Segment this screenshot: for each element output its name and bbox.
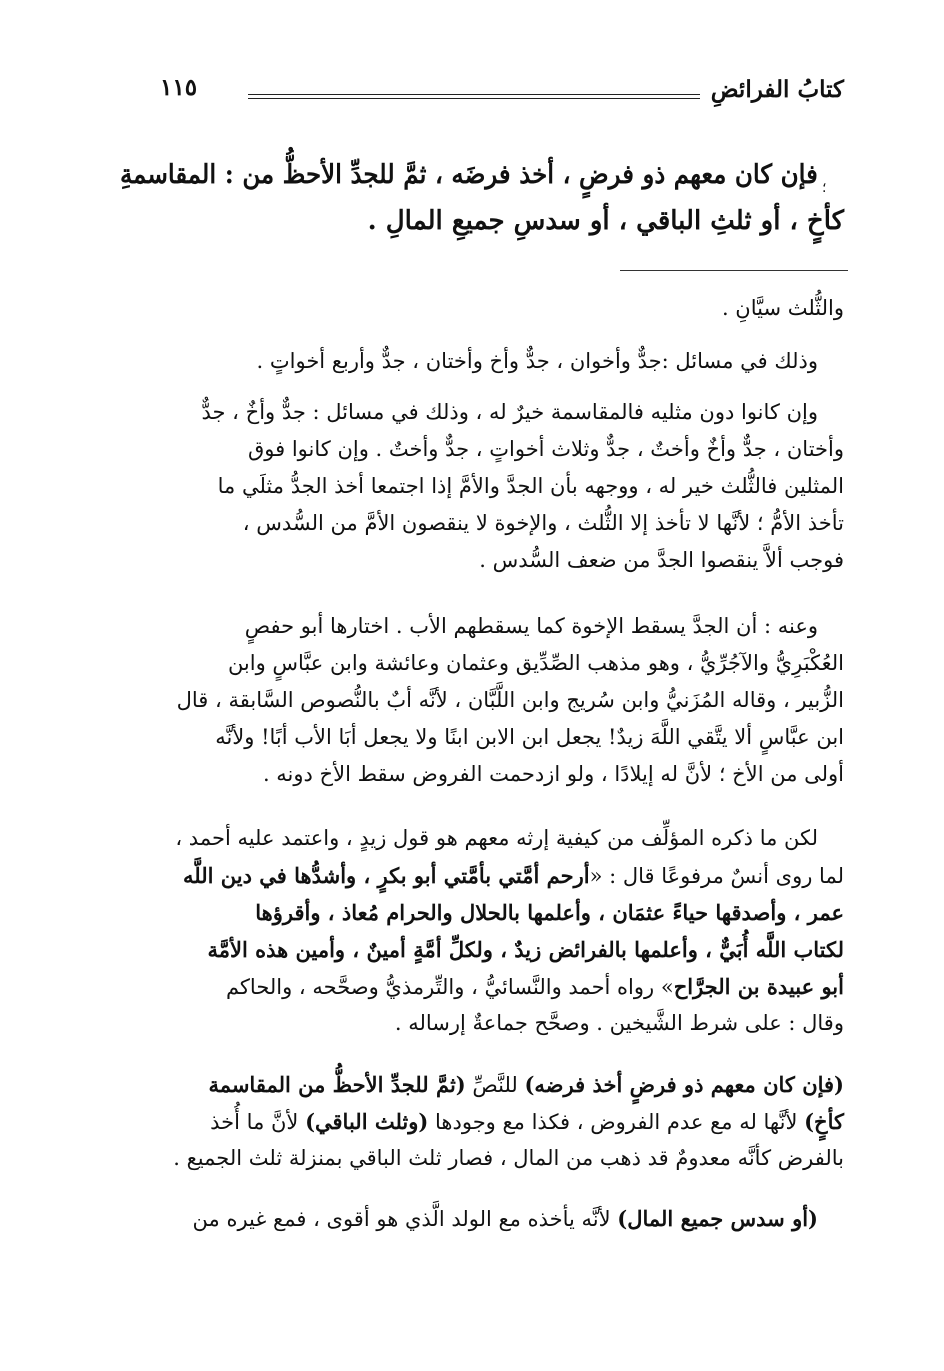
para-5-line-6: وقال : على شرط الشَّيخين . وصحَّح جماعةٌ إرساله . <box>394 1011 844 1035</box>
page-number: ١١٥ <box>160 74 198 101</box>
para-3-line-2: وأختان ، جدٌّ وأخٌ وأختٌ ، جدٌّ وثلاث أخواتٍ ، جدٌّ وأختٌ . وإن كانوا فوق <box>247 437 844 461</box>
separator-rule <box>620 270 848 271</box>
header-rule <box>248 94 700 99</box>
para-4-line-4: ابن عبَّاسٍ ألا يتَّقي اللَّهَ زيدٌ! يجعل ابن الابن ابنًا ولا يجعل أبَا الأب أبًا! ولأنَّه <box>215 725 844 749</box>
quoted-matn-3: كأخٍ) <box>804 1109 844 1134</box>
para-7-line-1-plain: لأنَّه يأخذه مع الولد الَّذي هو أقوى ، فمع غيره من <box>192 1207 618 1231</box>
para-2-line-1: وذلك في مسائل :جدٌّ وأخوان ، جدٌّ وأخ وأختان ، جدٌّ وأربع أخواتٍ . <box>256 349 818 373</box>
para-6-line-2 <box>210 1109 844 1134</box>
para-6-line-2-plain-b: لأنَّ ما أُخذ <box>210 1110 306 1134</box>
para-5-line-5 <box>226 974 844 999</box>
quoted-matn-1: (فإن كان معهم ذو فرضٍ أخذ فرضه) <box>524 1072 844 1097</box>
para-4-line-3: الزُّبير ، وقاله المُزَنيُّ وابن سُريج وابن اللَّبَّان ، لأنَّه أبٌ بالنُّصوص السَّابقة ، قال <box>176 688 844 712</box>
para-4-line-5: أولى من الأخ ؛ لأنَّ له إيلادًا ، ولو ازدحمت الفروض سقط الأخ دونه . <box>262 762 844 786</box>
quoted-matn-5: (أو سدس جميع المال) <box>617 1206 818 1231</box>
quoted-matn-2: (ثمَّ للجدِّ الأحظُّ من المقاسمة <box>208 1072 466 1097</box>
hadith-text-2: عمر ، وأصدقها حياءً عثمَان ، وأعلمها بالحلال والحرام مُعاذ ، وأقرؤها <box>255 900 844 925</box>
matn-line-1: فإن كان معهم ذو فرضٍ ، أخذ فرضَه ، ثمَّ للجدِّ الأحظُّ من : المقاسمةِ <box>120 160 818 190</box>
para-6-line-3: بالفرض كأنَّه معدومٌ قد ذهب من المال ، فصار ثلث الباقي بمنزلة ثلث الجميع . <box>173 1146 844 1170</box>
hadith-text-1: أرحم أمَّتي بأمَّتي أبو بكرٍ ، وأشدُّها في دين اللَّه <box>183 863 590 888</box>
matn-line-2: كأخٍ ، أو ثلثِ الباقي ، أو سدسِ جميعِ المالِ . <box>367 206 844 236</box>
matn-text <box>120 160 844 250</box>
hadith-text-3: لكتاب اللَّه أُبَيٌّ ، وأعلمها بالفرائض زيدٌ ، ولكلِّ أمَّةٍ أمينٌ ، وأمين هذه الأمَّة <box>207 937 844 962</box>
para-5-line-2 <box>183 863 844 888</box>
para-6-line-2-plain-a: لأنَّها له مع عدم الفروض ، فكذا مع وجودها <box>428 1110 805 1134</box>
para-5-line-1: لكن ما ذكره المؤلِّف من كيفية إرثه معهم هو قول زيدٍ ، واعتمد عليه أحمد ، <box>175 826 818 850</box>
para-3-line-5: فوجب ألاَّ ينقصوا الجدَّ من ضعف السُّدس . <box>479 548 844 572</box>
hadith-text-4: أبو عبيدة بن الجرَّاح <box>673 974 844 999</box>
para-5-line-5-plain: » رواه أحمد والنَّسائيُّ ، والتِّرمذيُّ وصحَّحه ، والحاكم <box>225 975 674 999</box>
para-4-line-1: وعنه : أن الجدَّ يسقط الإخوة كما يسقطهم الأب . اختارها أبو حفصٍ <box>244 614 818 638</box>
quoted-matn-4: (وثلث الباقي) <box>305 1109 429 1134</box>
para-7-line-1 <box>193 1206 818 1231</box>
margin-mark: ؛ <box>822 180 827 196</box>
para-3-line-1: وإن كانوا دون مثليه فالمقاسمة خيرٌ له ، وذلك في مسائل : جدٌّ وأخٌ ، جدٌّ <box>201 400 818 424</box>
running-header-title: كتابُ الفرائضِ <box>710 76 844 103</box>
para-4-line-2: العُكْبَرِيُّ والآجُرِّيُّ ، وهو مذهب الصِّدِّيق وعثمان وعائشة وابن عبَّاسٍ وابن <box>227 651 844 675</box>
para-3-line-3: المثلين فالثُّلث خير له ، ووجهه بأن الجدَّ والأمَّ إذا اجتمعا أخذ الجدُّ مثلَي ما <box>217 474 844 498</box>
commentary <box>120 296 844 1316</box>
para-6-line-1-plain: للنَّصِّ <box>465 1073 525 1097</box>
para-1-line-1: والثُّلث سيَّانِ . <box>721 296 844 320</box>
para-5-line-2-plain: لما روى أنسٌ مرفوعًا قال : « <box>589 864 844 888</box>
para-6-line-1 <box>208 1072 844 1097</box>
para-3-line-4: تأخذ الأمُّ ؛ لأنَّها لا تأخذ إلا الثُّلث ، والإخوة لا ينقصون الأمَّ من السُّدس ، <box>242 511 844 535</box>
